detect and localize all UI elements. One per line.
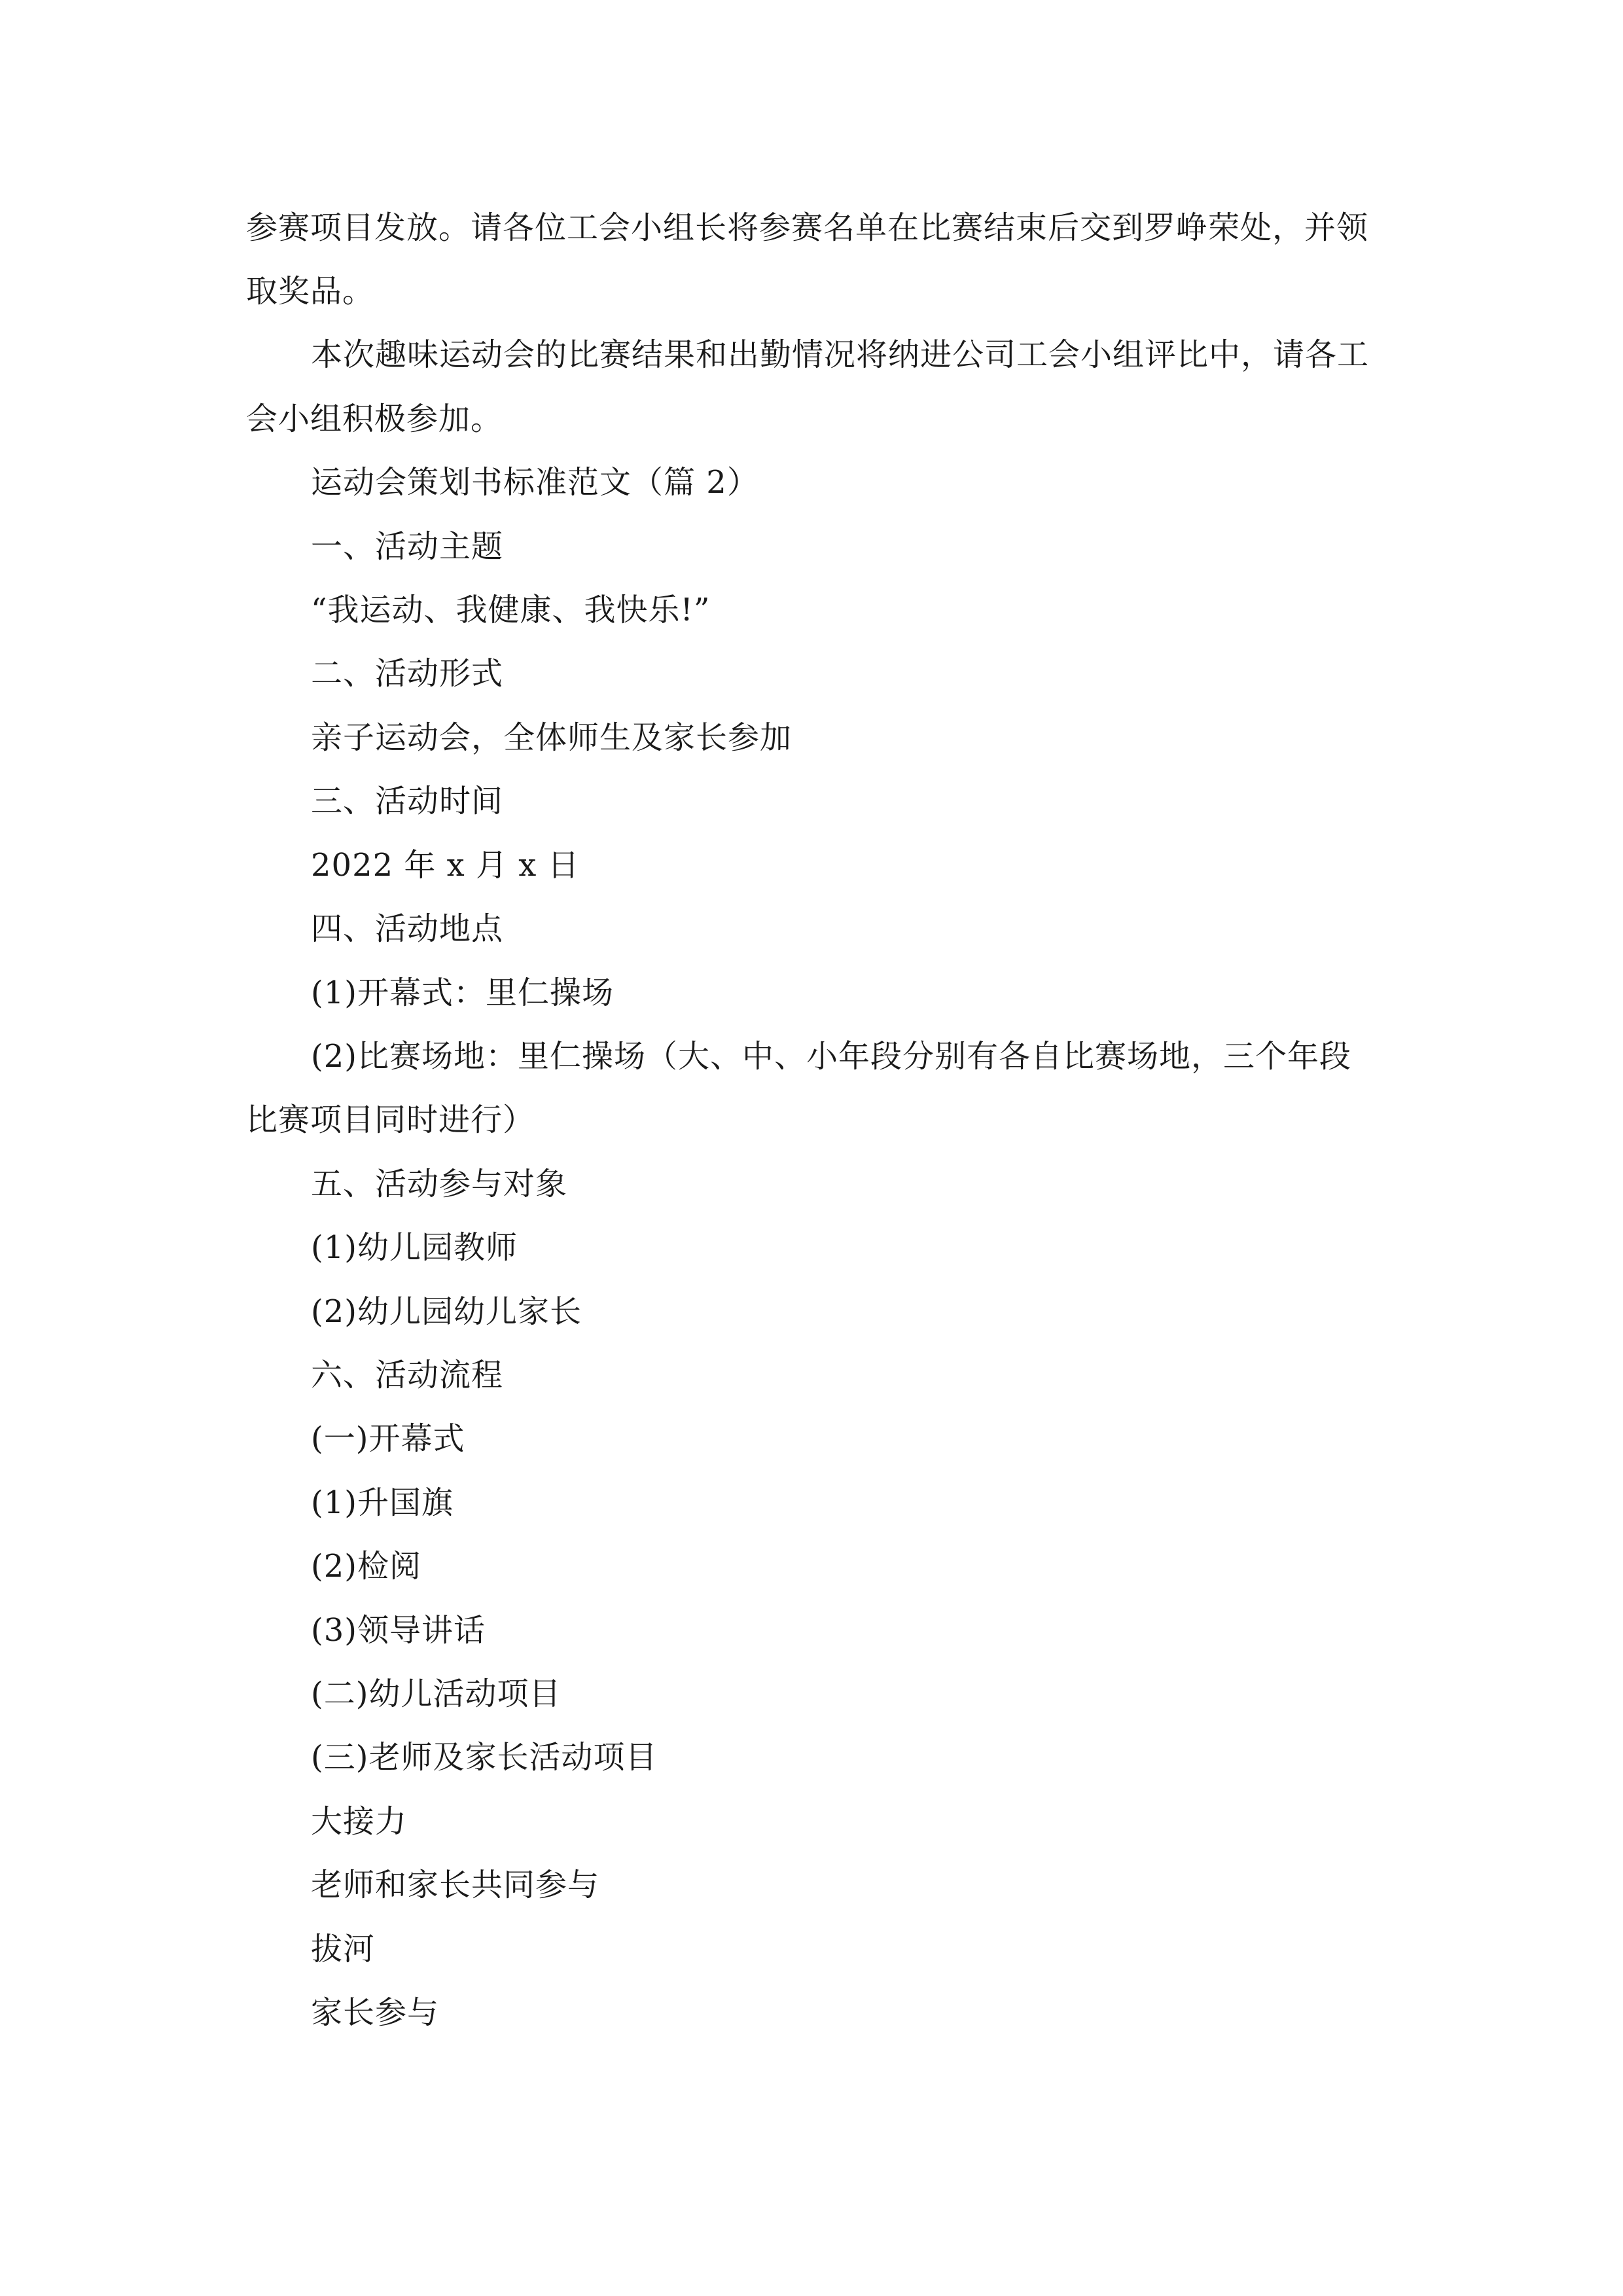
section-title: 运动会策划书标准范文（篇 2） [311, 464, 759, 501]
paragraph-line: 取奖品。 [246, 273, 375, 310]
subheading: (二)幼儿活动项目 [311, 1676, 562, 1712]
paragraph-line: 会小组积极参加。 [246, 401, 503, 437]
subheading: (三)老师及家长活动项目 [311, 1739, 658, 1776]
heading: 五、活动参与对象 [311, 1166, 568, 1202]
paragraph-line: 家长参与 [311, 1994, 440, 2031]
paragraph-line: 比赛项目同时进行） [246, 1102, 535, 1138]
list-item: (1)幼儿园教师 [311, 1229, 518, 1266]
paragraph-line: 亲子运动会，全体师生及家长参加 [311, 719, 793, 756]
heading: 一、活动主题 [311, 528, 504, 565]
paragraph-line: “我运动、我健康、我快乐!” [311, 592, 711, 628]
list-item: (1)升国旗 [311, 1484, 454, 1521]
paragraph-line: 本次趣味运动会的比赛结果和出勤情况将纳进公司工会小组评比中，请各工 [311, 336, 1370, 373]
heading: 二、活动形式 [311, 655, 504, 692]
heading: 四、活动地点 [311, 910, 504, 947]
list-item: (3)领导讲话 [311, 1612, 486, 1649]
paragraph-line: 老师和家长共同参与 [311, 1867, 600, 1903]
paragraph-line: 2022 年 x 月 x 日 [311, 847, 580, 884]
heading: 三、活动时间 [311, 783, 504, 819]
paragraph-line: 参赛项目发放。请各位工会小组长将参赛名单在比赛结束后交到罗峥荣处，并领 [246, 209, 1369, 246]
paragraph-line: 大接力 [311, 1803, 408, 1840]
list-item: (2)检阅 [311, 1548, 421, 1585]
list-item: (2)幼儿园幼儿家长 [311, 1293, 582, 1330]
list-item: (1)开幕式：里仁操场 [311, 975, 614, 1011]
list-item: (2)比赛场地：里仁操场（大、中、小年段分别有各自比赛场地，三个年段 [311, 1038, 1351, 1075]
subheading: (一)开幕式 [311, 1420, 465, 1457]
heading: 六、活动流程 [311, 1357, 504, 1393]
paragraph-line: 拔河 [311, 1931, 376, 1967]
